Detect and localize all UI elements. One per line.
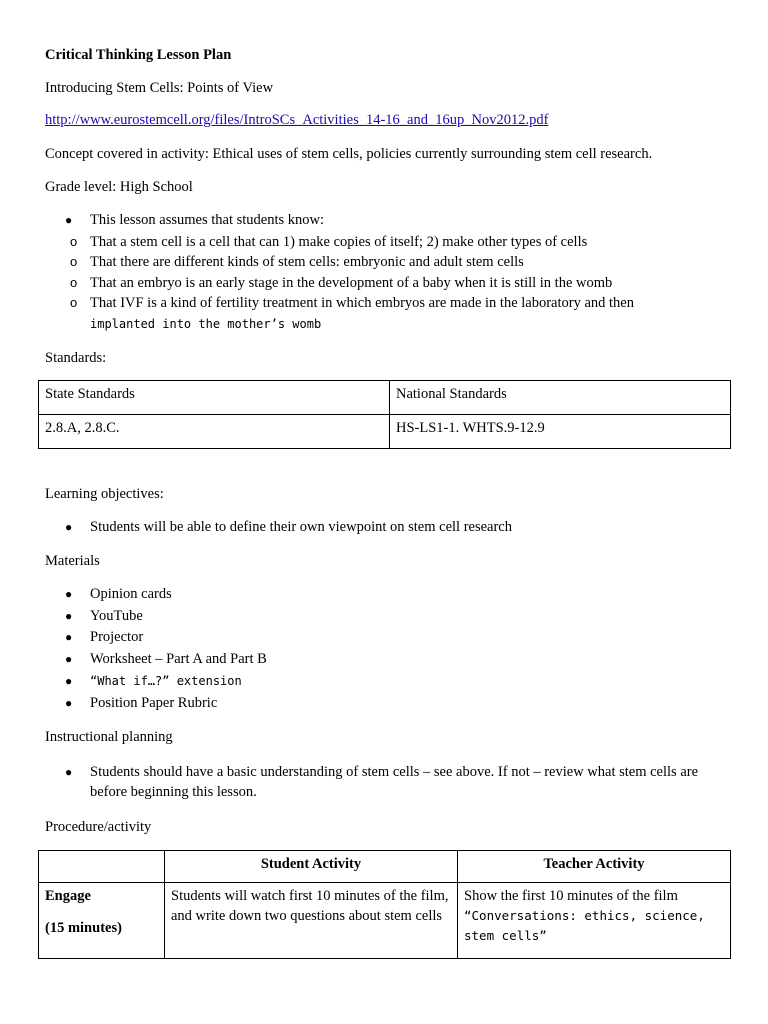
circle-bullet-icon: o — [70, 274, 78, 290]
circle-bullet-icon: o — [70, 295, 78, 311]
list-item — [45, 252, 735, 273]
table-header-cell: State Standards — [39, 381, 390, 415]
list-item — [45, 232, 735, 253]
assumption-text: That there are different kinds of stem cells: embryonic and adult stem cells — [90, 254, 524, 271]
assumptions-intro: This lesson assumes that students know: — [90, 212, 325, 228]
teacher-activity-film: “Conversations: ethics, science, stem cells” — [464, 908, 705, 943]
bullet-icon: ● — [65, 587, 73, 601]
teacher-activity-cell — [458, 883, 731, 959]
activity-link[interactable]: http://www.eurostemcell.org/files/IntroSCs_Activities_14-16_and_16up_Nov2012.pdf — [45, 112, 549, 128]
bullet-icon: ● — [65, 652, 73, 667]
lesson-subtitle: Introducing Stem Cells: Points of View — [45, 80, 274, 96]
list-item — [45, 273, 735, 294]
procedure-label: Procedure/activity — [45, 819, 152, 835]
list-item — [45, 606, 267, 628]
materials-list — [45, 584, 267, 714]
list-item — [45, 671, 267, 693]
list-item — [45, 293, 735, 334]
grade-level: Grade level: High School — [45, 179, 193, 195]
assumptions-sublist — [45, 232, 735, 335]
list-item — [45, 517, 512, 539]
material-text: Projector — [90, 629, 144, 646]
bullet-icon: ● — [65, 213, 73, 227]
document-title: Critical Thinking Lesson Plan — [45, 47, 232, 63]
material-text: “What if…?” extension — [90, 673, 242, 688]
assumptions-list — [45, 210, 735, 334]
phase-duration: (15 minutes) — [45, 920, 122, 936]
planning-text-continued: before beginning this lesson. — [90, 784, 257, 800]
table-row — [39, 883, 731, 959]
assumption-text: That an embryo is an early stage in the development of a baby when it is still in the womb — [90, 274, 613, 291]
planning-list — [45, 762, 698, 802]
planning-text: Students should have a basic understanding of stem cells – see above. If not – review what stem cells are — [90, 764, 699, 780]
concept-text: Concept covered in activity: Ethical uses of stem cells, policies currently surrounding stem cell research. — [45, 146, 653, 162]
standards-label: Standards: — [45, 350, 107, 366]
procedure-table — [38, 850, 731, 959]
material-text: Position Paper Rubric — [90, 694, 218, 711]
bullet-icon: ● — [65, 673, 73, 688]
assumption-text: That a stem cell is a cell that can 1) make copies of itself; 2) make other types of cells — [90, 233, 588, 250]
phase-cell — [39, 883, 165, 959]
list-item — [45, 649, 267, 671]
table-row — [39, 415, 731, 449]
material-text: YouTube — [90, 607, 143, 624]
phase-name: Engage — [45, 888, 91, 904]
materials-label: Materials — [45, 553, 100, 569]
objective-text: Students will be able to define their own viewpoint on stem cell research — [90, 519, 512, 535]
objectives-label: Learning objectives: — [45, 486, 164, 502]
bullet-icon: ● — [65, 520, 73, 534]
table-row — [39, 381, 731, 415]
list-item — [45, 693, 267, 715]
bullet-icon: ● — [65, 765, 73, 779]
table-header-cell: Teacher Activity — [458, 851, 731, 883]
student-activity-cell: Students will watch first 10 minutes of the film, and write down two questions about stem cells — [165, 883, 458, 959]
bullet-icon: ● — [65, 608, 73, 623]
material-text: Opinion cards — [90, 586, 172, 602]
table-cell: 2.8.A, 2.8.C. — [39, 415, 390, 449]
objectives-list — [45, 517, 512, 539]
list-item — [45, 210, 735, 334]
table-header-cell — [39, 851, 165, 883]
table-header-cell: National Standards — [390, 381, 731, 415]
table-cell: HS-LS1-1. WHTS.9-12.9 — [390, 415, 731, 449]
table-row — [39, 851, 731, 883]
table-header-cell: Student Activity — [165, 851, 458, 883]
planning-label: Instructional planning — [45, 729, 173, 745]
circle-bullet-icon: o — [70, 233, 78, 249]
circle-bullet-icon: o — [70, 254, 78, 270]
list-item — [45, 627, 267, 649]
list-item — [45, 762, 698, 802]
list-item — [45, 584, 267, 606]
standards-table — [38, 380, 731, 449]
bullet-icon: ● — [65, 695, 73, 710]
material-text: Worksheet – Part A and Part B — [90, 651, 267, 668]
assumption-text-continued: implanted into the mother’s womb — [90, 316, 322, 331]
teacher-activity-text: Show the first 10 minutes of the film — [464, 888, 678, 904]
bullet-icon: ● — [65, 630, 73, 645]
assumption-text: That IVF is a kind of fertility treatment in which embryos are made in the laboratory and then — [90, 295, 634, 312]
